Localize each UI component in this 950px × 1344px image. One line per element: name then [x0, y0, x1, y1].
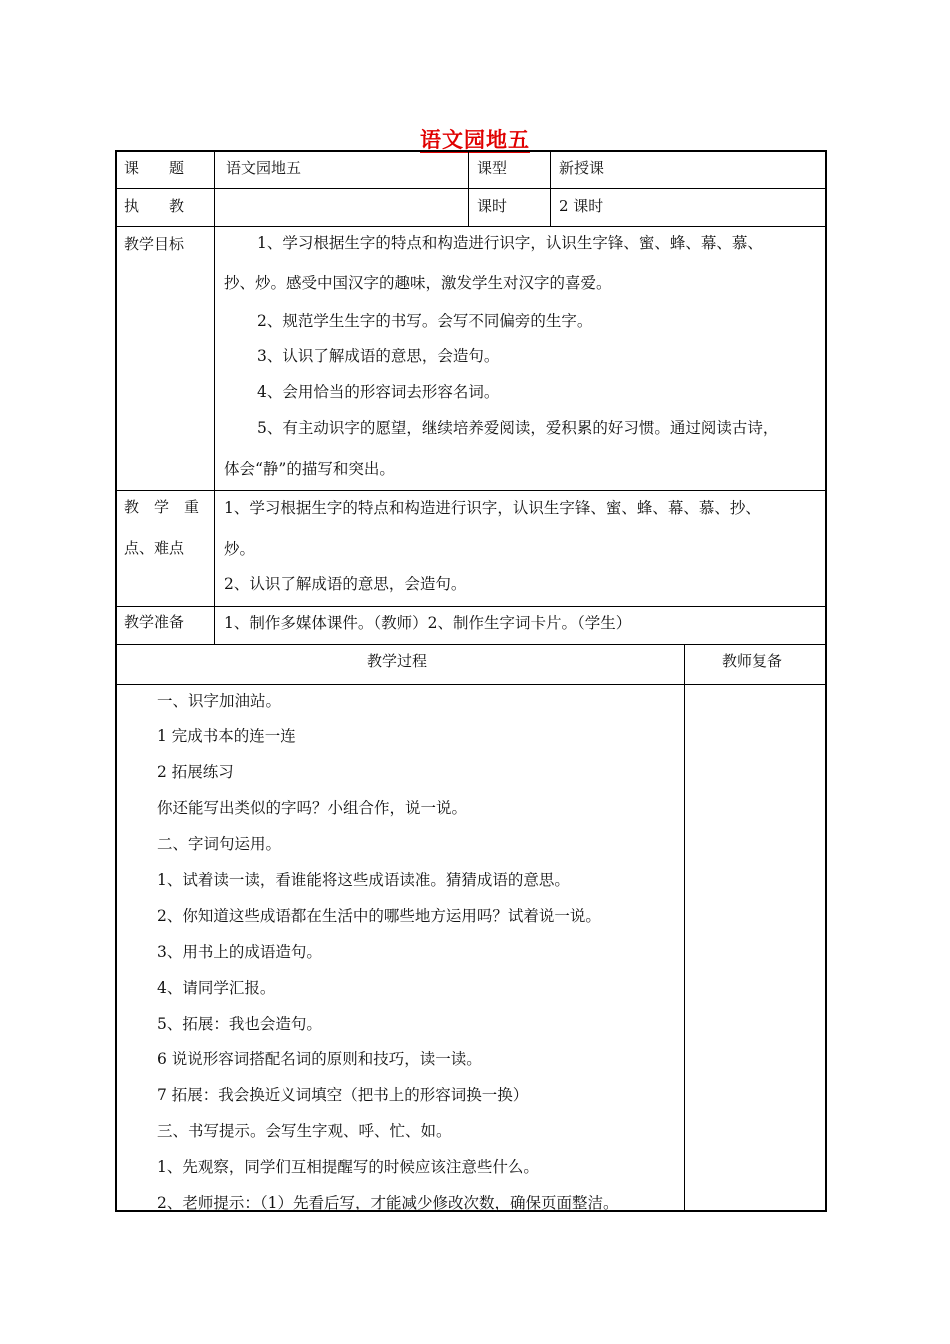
process-line: 1、先观察，同学们互相提醒写的时候应该注意些什么。: [157, 1158, 539, 1176]
process-header: 教学过程: [367, 652, 428, 670]
column-divider: [550, 150, 551, 226]
teacher-review-header: 教师复备: [722, 652, 783, 670]
lesson-type-value: 新授课: [559, 159, 605, 177]
column-divider: [468, 150, 469, 226]
goal-line: 2、规范学生生字的书写。会写不同偏旁的生字。: [257, 312, 593, 330]
process-line: 3、用书上的成语造句。: [157, 943, 322, 961]
goal-line: 3、认识了解成语的意思，会造句。: [257, 347, 500, 365]
process-line: 1 完成书本的连一连: [157, 727, 296, 745]
topic-value: 语文园地五: [226, 159, 302, 177]
document-title: 语文园地五: [420, 127, 530, 152]
teaching-goals-label: 教学目标: [124, 235, 185, 253]
class-hours-label: 课时: [477, 197, 508, 215]
lesson-type-label: 课型: [477, 159, 508, 177]
process-line: 7 拓展：我会换近义词填空（把书上的形容词换一换）: [157, 1086, 529, 1104]
goal-line: 4、会用恰当的形容词去形容名词。: [257, 383, 500, 401]
teacher-label: 执 教: [124, 197, 185, 215]
key-point-line: 1、学习根据生字的特点和构造进行识字，认识生字锋、蜜、蜂、幕、慕、抄、: [224, 499, 761, 517]
topic-label: 课 题: [124, 159, 185, 177]
row-divider: [115, 644, 827, 645]
process-line: 三、书写提示。会写生字观、呼、忙、如。: [157, 1122, 452, 1140]
row-divider: [115, 226, 827, 227]
goal-line: 体会“静”的描写和突出。: [224, 460, 395, 478]
preparation-value: 1、制作多媒体课件。（教师）2、制作生字词卡片。（学生）: [224, 614, 632, 632]
row-divider: [115, 606, 827, 607]
column-divider: [214, 150, 215, 644]
goal-line: 5、有主动识字的愿望，继续培养爱阅读，爱积累的好习惯。通过阅读古诗，: [257, 419, 779, 437]
class-hours-value: 2 课时: [559, 197, 604, 215]
process-line: 2、你知道这些成语都在生活中的哪些地方运用吗？试着说一说。: [157, 907, 601, 925]
process-line: 一、识字加油站。: [157, 692, 282, 710]
process-line: 2 拓展练习: [157, 763, 234, 781]
key-points-label: 教 学 重: [124, 498, 200, 516]
key-point-line: 2、认识了解成语的意思，会造句。: [224, 575, 467, 593]
process-line: 5、拓展：我也会造句。: [157, 1015, 322, 1033]
goal-line: 1、学习根据生字的特点和构造进行识字，认识生字锋、蜜、蜂、幕、慕、: [257, 234, 763, 252]
row-divider: [115, 490, 827, 491]
row-divider: [115, 188, 827, 189]
row-divider: [115, 684, 827, 685]
key-point-line: 炒。: [224, 540, 256, 558]
process-line: 你还能写出类似的字吗？小组合作，说一说。: [157, 799, 468, 817]
process-line: 2、老师提示：（1）先看后写，才能减少修改次数，确保页面整洁。: [157, 1194, 619, 1212]
column-divider: [684, 644, 685, 1212]
process-line: 4、请同学汇报。: [157, 979, 276, 997]
key-points-label-cont: 点、难点: [124, 539, 185, 557]
process-line: 二、字词句运用。: [157, 835, 282, 853]
goal-line: 抄、炒。感受中国汉字的趣味，激发学生对汉字的喜爱。: [224, 274, 612, 292]
process-line: 6 说说形容词搭配名词的原则和技巧，读一读。: [157, 1050, 482, 1068]
preparation-label: 教学准备: [124, 613, 185, 631]
process-line: 1、试着读一读，看谁能将这些成语读准。猜猜成语的意思。: [157, 871, 570, 889]
